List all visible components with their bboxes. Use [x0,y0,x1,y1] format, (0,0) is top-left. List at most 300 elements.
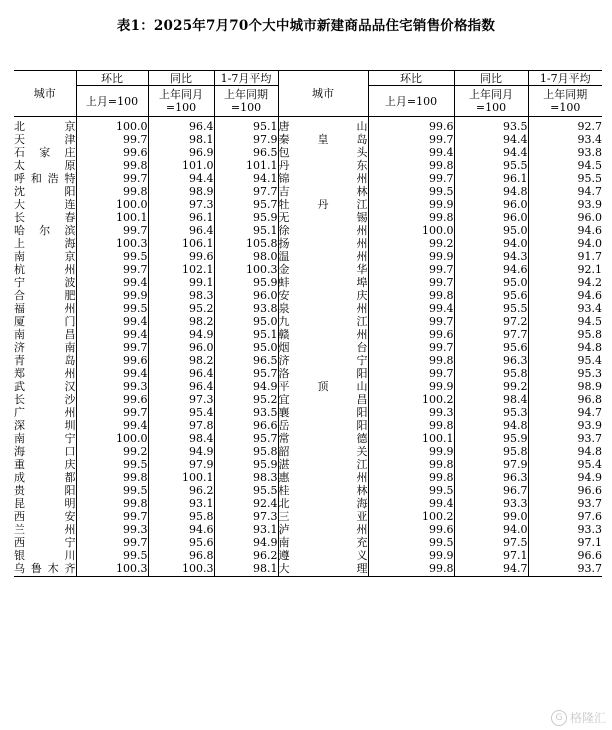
cell-mom-right: 99.6 [368,117,454,134]
cell-ytd-left: 95.7 [214,367,278,380]
cell-mom-right: 99.8 [368,458,454,471]
cell-city-right: 无锡 [278,211,368,224]
cell-mom-left: 99.8 [76,497,148,510]
cell-yoy-right: 94.0 [454,237,528,250]
cell-ytd-right: 95.5 [528,172,602,185]
cell-city-left: 南京 [14,250,76,263]
cell-mom-right: 99.6 [368,328,454,341]
cell-ytd-right: 92.1 [528,263,602,276]
cell-ytd-left: 96.5 [214,354,278,367]
cell-yoy-left: 101.0 [148,159,214,172]
table-row [14,393,602,406]
cell-ytd-right: 91.7 [528,250,602,263]
cell-mom-right: 99.7 [368,341,454,354]
cell-city-right: 三亚 [278,510,368,523]
cell-yoy-right: 97.2 [454,315,528,328]
cell-yoy-right: 96.3 [454,354,528,367]
cell-mom-left: 99.7 [76,224,148,237]
cell-ytd-right: 97.6 [528,510,602,523]
cell-city-right: 温州 [278,250,368,263]
cell-mom-right: 99.6 [368,523,454,536]
cell-city-right: 惠州 [278,471,368,484]
cell-city-left: 贵阳 [14,484,76,497]
cell-ytd-right: 93.4 [528,302,602,315]
cell-ytd-right: 96.0 [528,211,602,224]
cell-ytd-left: 94.9 [214,536,278,549]
cell-mom-left: 100.0 [76,432,148,445]
cell-mom-right: 99.4 [368,146,454,159]
table-row [14,224,602,237]
cell-yoy-left: 94.9 [148,328,214,341]
cell-mom-right: 99.2 [368,237,454,250]
cell-city-right: 安庆 [278,289,368,302]
cell-mom-right: 99.5 [368,484,454,497]
cell-ytd-left: 95.8 [214,445,278,458]
cell-mom-left: 99.4 [76,315,148,328]
cell-yoy-right: 95.5 [454,159,528,172]
cell-yoy-left: 100.3 [148,562,214,577]
table-row [14,523,602,536]
cell-ytd-right: 95.3 [528,367,602,380]
cell-mom-right: 99.5 [368,185,454,198]
cell-ytd-right: 94.6 [528,224,602,237]
cell-city-right: 扬州 [278,237,368,250]
table-row [14,172,602,185]
cell-yoy-right: 94.7 [454,562,528,577]
cell-yoy-left: 97.8 [148,419,214,432]
header-ytd-left: 1-7月平均 [214,71,278,86]
cell-yoy-right: 95.8 [454,367,528,380]
cell-city-left: 北京 [14,120,76,133]
cell-city-right: 湛江 [278,458,368,471]
cell-city-right: 金华 [278,263,368,276]
cell-city-left: 厦门 [14,315,76,328]
cell-ytd-right: 93.4 [528,133,602,146]
cell-city-left: 太原 [14,159,76,172]
cell-yoy-left: 97.9 [148,458,214,471]
cell-city-right: 常德 [278,432,368,445]
cell-ytd-left: 101.1 [214,159,278,172]
cell-city-left: 长沙 [14,393,76,406]
cell-mom-left: 99.6 [76,393,148,406]
cell-mom-right: 99.8 [368,211,454,224]
cell-yoy-right: 95.0 [454,224,528,237]
cell-city-right: 平顶山 [278,380,368,393]
cell-yoy-left: 96.4 [148,367,214,380]
cell-ytd-right: 94.8 [528,445,602,458]
cell-ytd-right: 93.7 [528,562,602,577]
cell-ytd-left: 95.2 [214,393,278,406]
cell-ytd-right: 94.8 [528,341,602,354]
cell-mom-right: 99.7 [368,263,454,276]
cell-yoy-left: 94.4 [148,172,214,185]
cell-mom-right: 99.5 [368,536,454,549]
table-title: 表1：2025年7月70个大中城市新建商品品住宅销售价格指数 [116,18,496,34]
cell-yoy-right: 95.9 [454,432,528,445]
cell-mom-left: 99.5 [76,250,148,263]
cell-mom-right: 99.8 [368,289,454,302]
cell-yoy-right: 96.0 [454,211,528,224]
cell-mom-right: 99.8 [368,419,454,432]
header-city-right: 城市 [278,71,368,117]
header-ytd-base-right: 上年同期 =100 [528,86,602,117]
header-row-1 [14,71,602,86]
table-row [14,276,602,289]
header-mom-right: 环比 [368,71,454,86]
cell-mom-right: 99.7 [368,172,454,185]
table-row [14,302,602,315]
cell-ytd-right: 93.8 [528,146,602,159]
cell-mom-left: 99.3 [76,380,148,393]
cell-mom-right: 99.8 [368,471,454,484]
cell-mom-left: 100.3 [76,237,148,250]
cell-mom-left: 99.7 [76,510,148,523]
table-row [14,263,602,276]
table-row [14,211,602,224]
cell-yoy-right: 99.0 [454,510,528,523]
table-row [14,471,602,484]
table-row [14,185,602,198]
cell-city-left: 重庆 [14,458,76,471]
cell-mom-left: 99.2 [76,445,148,458]
cell-ytd-right: 94.5 [528,315,602,328]
cell-mom-left: 99.6 [76,146,148,159]
cell-yoy-left: 98.1 [148,133,214,146]
cell-yoy-left: 99.6 [148,250,214,263]
cell-ytd-left: 95.5 [214,484,278,497]
cell-mom-left: 100.3 [76,562,148,577]
cell-yoy-right: 95.3 [454,406,528,419]
table-row [14,367,602,380]
table-row [14,250,602,263]
table-row [14,198,602,211]
cell-yoy-right: 96.3 [454,471,528,484]
cell-yoy-left: 96.1 [148,211,214,224]
cell-yoy-left: 95.8 [148,510,214,523]
cell-mom-left: 99.5 [76,549,148,562]
cell-mom-right: 99.9 [368,445,454,458]
cell-city-left: 广州 [14,406,76,419]
cell-city-right: 吉林 [278,185,368,198]
cell-ytd-right: 94.7 [528,406,602,419]
cell-city-right: 遵义 [278,549,368,562]
cell-ytd-left: 93.8 [214,302,278,315]
table-row [14,341,602,354]
cell-mom-left: 100.0 [76,198,148,211]
cell-ytd-right: 96.8 [528,393,602,406]
cell-ytd-left: 95.9 [214,458,278,471]
cell-city-right: 烟台 [278,341,368,354]
cell-mom-right: 99.7 [368,276,454,289]
table-row [14,497,602,510]
cell-city-left: 郑州 [14,367,76,380]
cell-yoy-left: 94.6 [148,523,214,536]
cell-mom-left: 99.3 [76,523,148,536]
cell-ytd-left: 93.1 [214,523,278,536]
table-row [14,406,602,419]
cell-city-left: 长春 [14,211,76,224]
cell-city-right: 大理 [278,562,368,575]
table-row [14,354,602,367]
cell-mom-right: 99.4 [368,497,454,510]
cell-yoy-left: 98.2 [148,315,214,328]
cell-mom-right: 100.2 [368,393,454,406]
cell-ytd-left: 98.0 [214,250,278,263]
cell-mom-right: 99.3 [368,406,454,419]
cell-ytd-left: 95.9 [214,211,278,224]
cell-mom-left: 99.7 [76,172,148,185]
cell-mom-left: 99.4 [76,419,148,432]
cell-ytd-left: 97.7 [214,185,278,198]
cell-mom-right: 100.0 [368,224,454,237]
cell-ytd-left: 105.8 [214,237,278,250]
table-row [14,549,602,562]
watermark-text: 格隆汇 [569,711,606,725]
table-row [14,484,602,497]
cell-yoy-left: 96.2 [148,484,214,497]
cell-city-right: 秦皇岛 [278,133,368,146]
cell-ytd-right: 94.9 [528,471,602,484]
cell-yoy-right: 95.6 [454,289,528,302]
cell-city-right: 泉州 [278,302,368,315]
cell-city-left: 上海 [14,237,76,250]
cell-yoy-right: 95.5 [454,302,528,315]
cell-yoy-right: 97.1 [454,549,528,562]
cell-mom-left: 100.0 [76,117,148,134]
cell-city-left: 杭州 [14,263,76,276]
cell-city-right: 北海 [278,497,368,510]
table-row [14,445,602,458]
cell-ytd-left: 95.9 [214,276,278,289]
cell-ytd-right: 94.0 [528,237,602,250]
cell-ytd-left: 96.0 [214,289,278,302]
table-row [14,458,602,471]
cell-ytd-left: 98.3 [214,471,278,484]
cell-ytd-right: 98.9 [528,380,602,393]
cell-yoy-right: 97.5 [454,536,528,549]
cell-mom-right: 99.4 [368,302,454,315]
cell-yoy-left: 95.2 [148,302,214,315]
cell-yoy-right: 94.8 [454,185,528,198]
watermark [551,709,606,726]
table-row [14,133,602,146]
cell-yoy-left: 96.8 [148,549,214,562]
gelonghui-logo-icon: G [551,710,567,726]
cell-yoy-right: 97.9 [454,458,528,471]
cell-ytd-right: 93.9 [528,198,602,211]
cell-city-left: 深圳 [14,419,76,432]
cell-city-right: 韶关 [278,445,368,458]
cell-yoy-right: 94.4 [454,146,528,159]
table-row [14,117,602,134]
cell-yoy-left: 96.9 [148,146,214,159]
cell-city-right: 岳阳 [278,419,368,432]
cell-city-right: 九江 [278,315,368,328]
cell-ytd-left: 95.1 [214,224,278,237]
header-mom-base-left: 上月=100 [76,86,148,117]
cell-yoy-left: 98.4 [148,432,214,445]
cell-ytd-right: 96.6 [528,549,602,562]
cell-city-right: 济宁 [278,354,368,367]
cell-ytd-left: 97.3 [214,510,278,523]
cell-city-left: 西安 [14,510,76,523]
cell-yoy-left: 97.3 [148,198,214,211]
cell-mom-left: 99.8 [76,185,148,198]
cell-yoy-left: 95.4 [148,406,214,419]
cell-yoy-right: 95.8 [454,445,528,458]
cell-ytd-left: 97.9 [214,133,278,146]
cell-ytd-left: 95.7 [214,432,278,445]
cell-ytd-right: 95.8 [528,328,602,341]
cell-yoy-left: 98.9 [148,185,214,198]
cell-ytd-left: 98.1 [214,562,278,577]
cell-yoy-right: 95.6 [454,341,528,354]
cell-yoy-right: 95.0 [454,276,528,289]
table-row [14,289,602,302]
cell-yoy-right: 99.2 [454,380,528,393]
cell-yoy-right: 97.7 [454,328,528,341]
cell-mom-left: 100.1 [76,211,148,224]
cell-city-left: 石家庄 [14,146,76,159]
cell-mom-left: 99.7 [76,406,148,419]
cell-city-left: 青岛 [14,354,76,367]
table-row [14,237,602,250]
cell-yoy-right: 94.0 [454,523,528,536]
cell-mom-left: 99.5 [76,484,148,497]
cell-ytd-left: 95.0 [214,341,278,354]
cell-yoy-left: 98.3 [148,289,214,302]
table-row [14,536,602,549]
cell-yoy-left: 93.1 [148,497,214,510]
cell-ytd-right: 96.6 [528,484,602,497]
cell-mom-right: 99.7 [368,367,454,380]
cell-city-right: 徐州 [278,224,368,237]
header-yoy-base-left: 上年同月 =100 [148,86,214,117]
cell-city-left: 济南 [14,341,76,354]
cell-ytd-right: 97.1 [528,536,602,549]
cell-yoy-right: 94.4 [454,133,528,146]
cell-city-left: 呼和浩特 [14,172,76,185]
cell-city-right: 泸州 [278,523,368,536]
cell-city-left: 宁波 [14,276,76,289]
cell-ytd-right: 93.3 [528,523,602,536]
cell-mom-right: 99.7 [368,133,454,146]
cell-yoy-right: 94.6 [454,263,528,276]
header-yoy-left: 同比 [148,71,214,86]
cell-city-left: 成都 [14,471,76,484]
cell-city-right: 洛阳 [278,367,368,380]
table-row [14,159,602,172]
cell-yoy-right: 96.1 [454,172,528,185]
cell-city-left: 合肥 [14,289,76,302]
cell-ytd-right: 94.6 [528,289,602,302]
cell-yoy-right: 98.4 [454,393,528,406]
header-ytd-base-left: 上年同期 =100 [214,86,278,117]
cell-yoy-right: 94.3 [454,250,528,263]
cell-city-left: 哈尔滨 [14,224,76,237]
cell-yoy-left: 96.0 [148,341,214,354]
header-ytd-right: 1-7月平均 [528,71,602,86]
cell-yoy-left: 96.4 [148,224,214,237]
cell-city-left: 天津 [14,133,76,146]
cell-ytd-left: 94.9 [214,380,278,393]
cell-city-right: 赣州 [278,328,368,341]
cell-yoy-left: 98.2 [148,354,214,367]
cell-yoy-left: 99.1 [148,276,214,289]
cell-yoy-left: 96.4 [148,117,214,134]
cell-city-left: 沈阳 [14,185,76,198]
cell-mom-left: 99.7 [76,341,148,354]
cell-city-left: 银川 [14,549,76,562]
table-row [14,146,602,159]
table-row [14,432,602,445]
cell-yoy-left: 97.3 [148,393,214,406]
cell-ytd-right: 94.2 [528,276,602,289]
header-mom-base-right: 上月=100 [368,86,454,117]
cell-mom-left: 99.7 [76,263,148,276]
cell-city-right: 桂林 [278,484,368,497]
cell-mom-right: 99.9 [368,250,454,263]
header-mom-left: 环比 [76,71,148,86]
cell-mom-left: 99.4 [76,276,148,289]
cell-yoy-left: 100.1 [148,471,214,484]
cell-ytd-left: 96.6 [214,419,278,432]
cell-city-right: 锦州 [278,172,368,185]
cell-yoy-right: 93.3 [454,497,528,510]
cell-ytd-left: 96.2 [214,549,278,562]
cell-yoy-left: 106.1 [148,237,214,250]
cell-mom-left: 99.9 [76,289,148,302]
cell-mom-right: 99.8 [368,159,454,172]
cell-ytd-left: 93.5 [214,406,278,419]
cell-ytd-left: 95.7 [214,198,278,211]
cell-ytd-right: 95.4 [528,354,602,367]
cell-city-left: 乌鲁木齐 [14,562,76,575]
cell-mom-left: 99.6 [76,354,148,367]
table-row [14,315,602,328]
cell-city-left: 南宁 [14,432,76,445]
cell-ytd-right: 94.5 [528,159,602,172]
cell-city-left: 西宁 [14,536,76,549]
cell-ytd-left: 95.0 [214,315,278,328]
cell-mom-right: 99.9 [368,380,454,393]
cell-city-right: 宜昌 [278,393,368,406]
cell-city-left: 福州 [14,302,76,315]
cell-city-right: 唐山 [278,120,368,133]
cell-city-left: 大连 [14,198,76,211]
cell-ytd-right: 92.7 [528,117,602,134]
cell-yoy-left: 102.1 [148,263,214,276]
cell-ytd-left: 94.1 [214,172,278,185]
table-row [14,510,602,523]
cell-yoy-right: 96.0 [454,198,528,211]
cell-city-right: 丹东 [278,159,368,172]
cell-mom-right: 99.7 [368,315,454,328]
table-row [14,419,602,432]
header-city-left: 城市 [14,71,76,117]
cell-city-left: 昆明 [14,497,76,510]
cell-ytd-right: 93.9 [528,419,602,432]
cell-city-right: 蚌埠 [278,276,368,289]
cell-mom-left: 99.4 [76,328,148,341]
cell-mom-left: 99.8 [76,159,148,172]
cell-city-left: 武汉 [14,380,76,393]
cell-mom-right: 99.9 [368,198,454,211]
cell-city-right: 襄阳 [278,406,368,419]
price-index-table [14,70,602,577]
cell-ytd-left: 96.5 [214,146,278,159]
table-row [14,328,602,341]
